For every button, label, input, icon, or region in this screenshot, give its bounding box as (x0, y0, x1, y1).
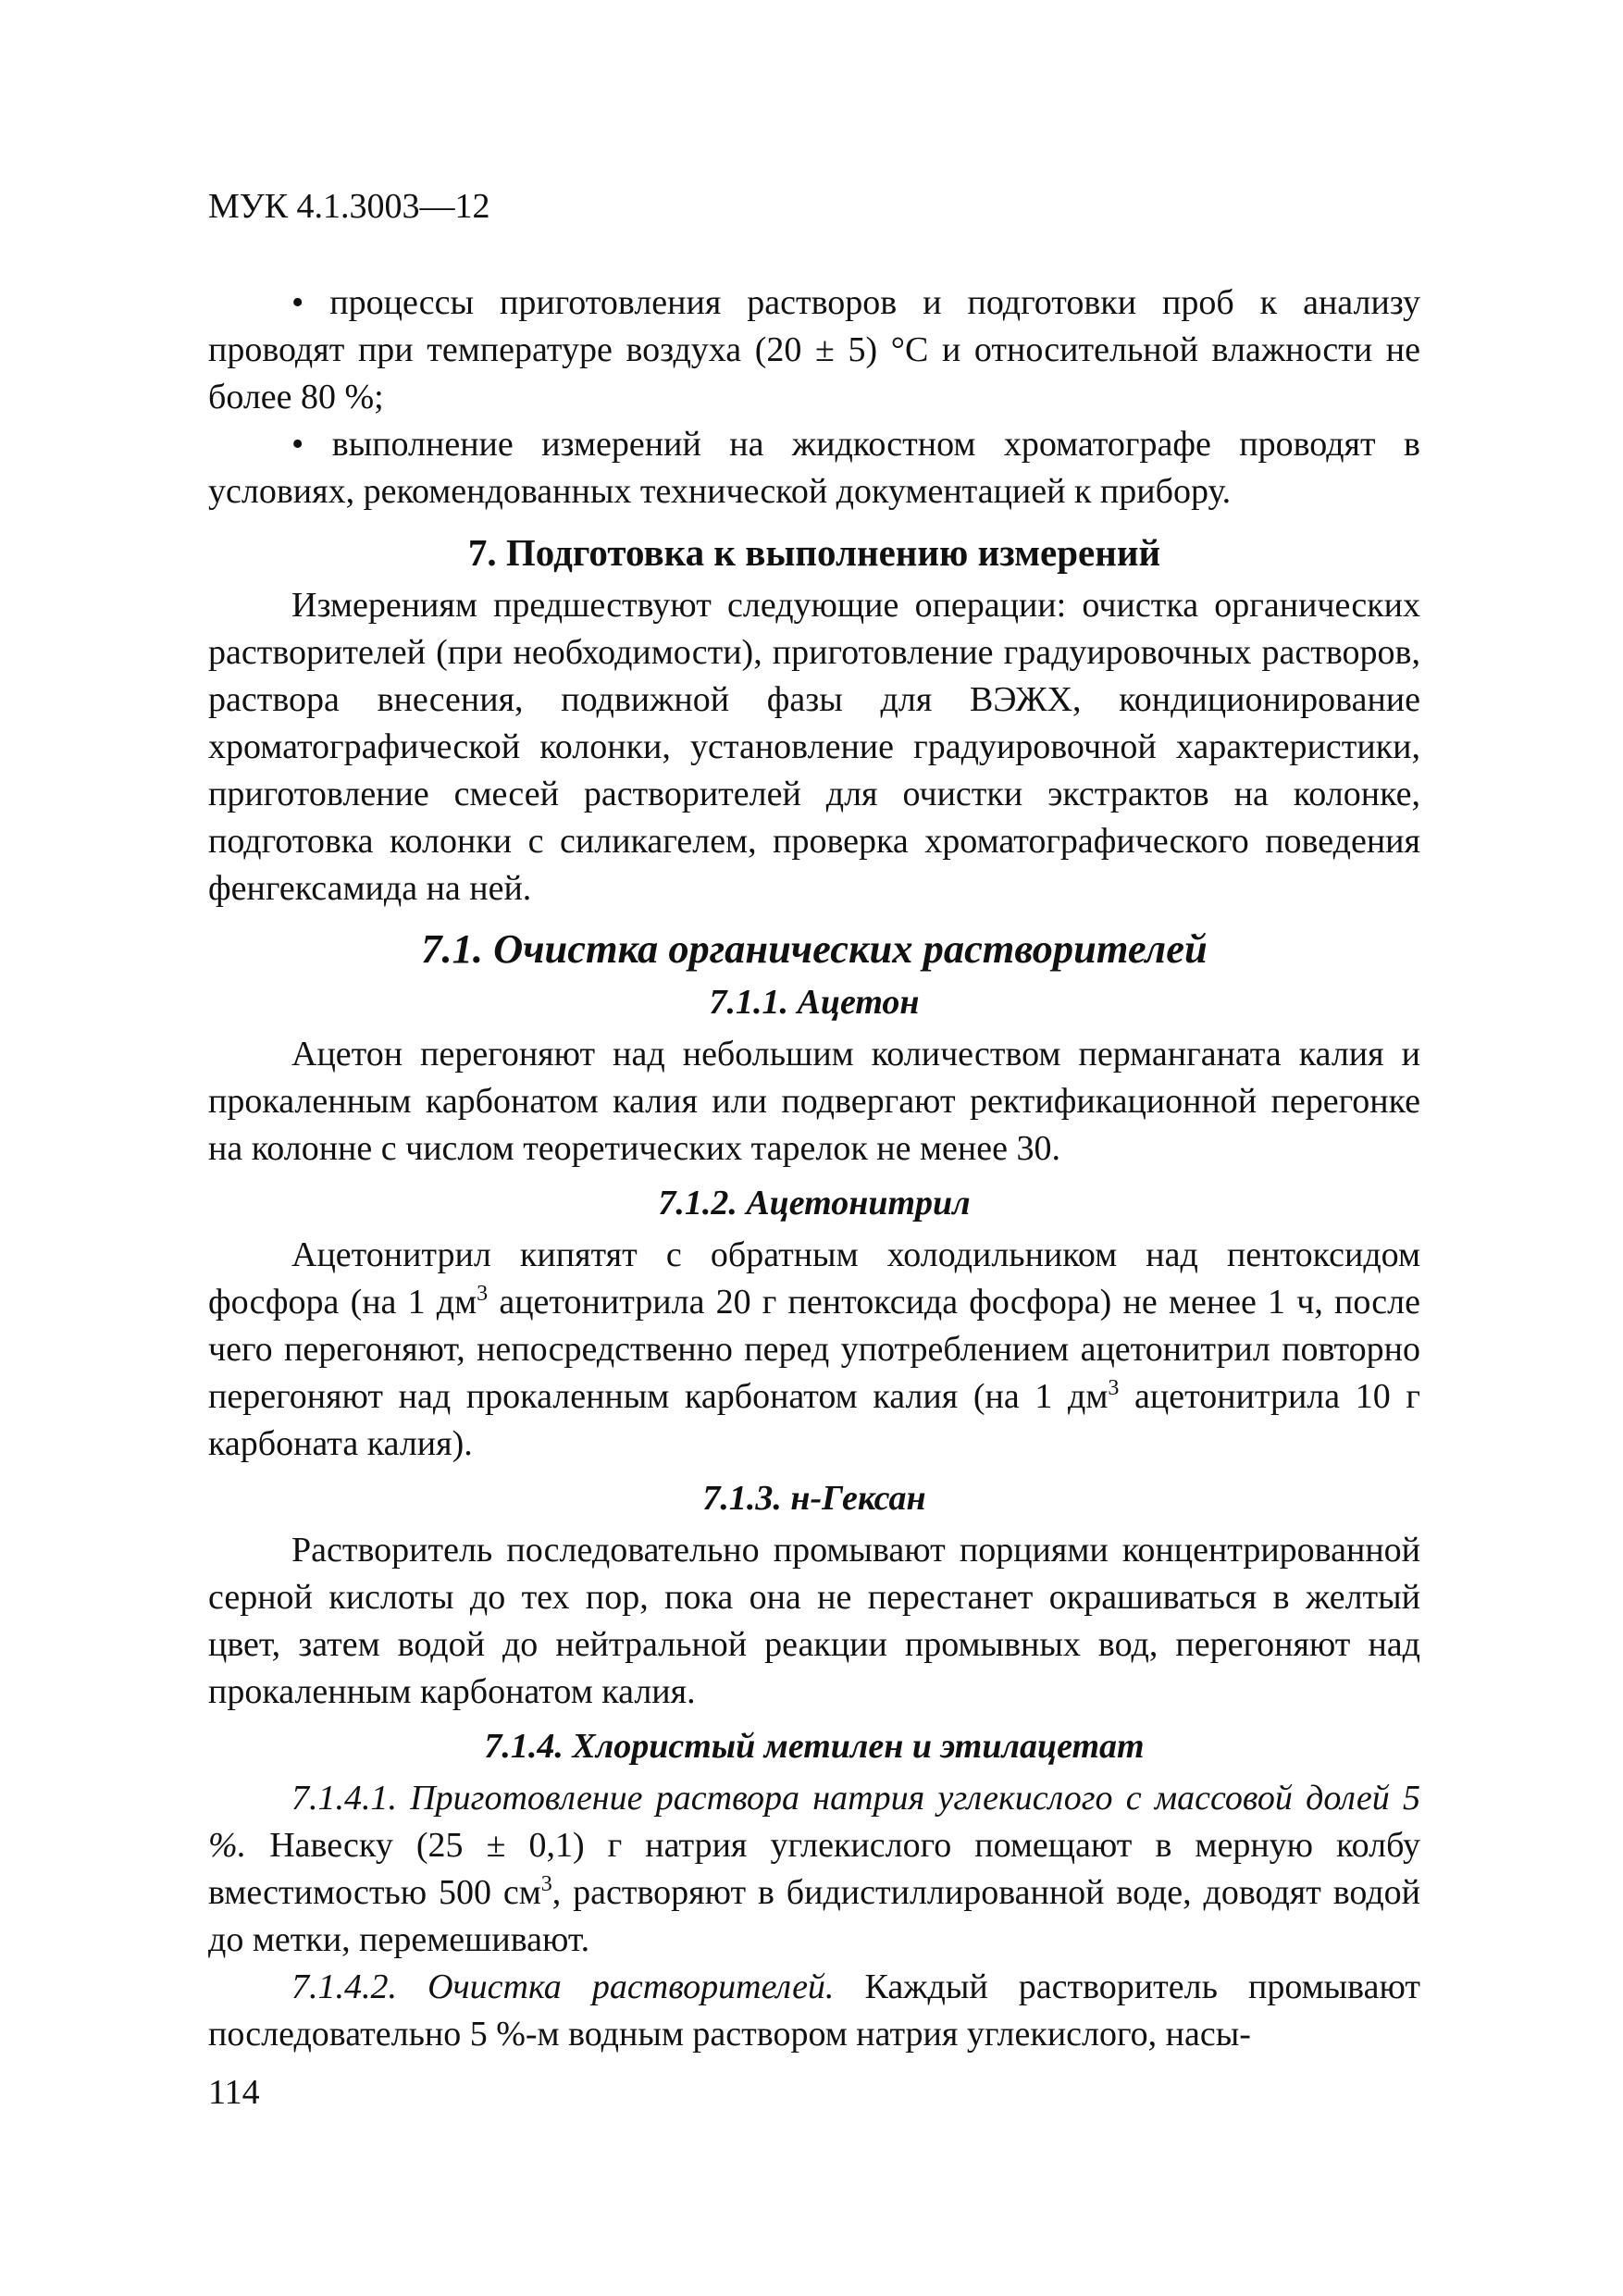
acetone-title: 7.1.1. Ацетон (709, 983, 920, 1022)
solvent-cleaning-paragraph (208, 1964, 1420, 2058)
superscript: 3 (540, 1872, 552, 1896)
bullet-marker: • (291, 283, 304, 322)
bullet-item (208, 421, 1420, 515)
paragraph-lead-italic: 7.1.4.2. Очистка растворителей. (291, 1967, 835, 2006)
superscript: 3 (477, 1282, 489, 1306)
acetonitrile-text-part: ацетонитрила 10 г карбоната калия). (208, 1377, 1421, 1463)
section-title: 7. Подготовка к выполнению измерений (467, 531, 1161, 574)
acetonitrile-title: 7.1.2. Ацетонитрил (658, 1184, 971, 1222)
solution-prep-paragraph (208, 1775, 1420, 1964)
superscript: 3 (1108, 1376, 1120, 1400)
bullet-marker: • (291, 425, 304, 464)
paragraph-text: Каждый растворитель промывают последовательно 5 %-м водным раствором натрия углекислого, насы- (208, 1967, 1420, 2054)
hexane-title: 7.1.3. н-Гексан (702, 1479, 926, 1518)
bullet-text: процессы приготовления растворов и подготовки проб к анализу проводят при температуре воздуха (20 ± 5) °С и относительной влажности не более 80 %; (208, 283, 1420, 416)
acetonitrile-text (208, 1232, 1420, 1468)
paragraph-text: Навеску (25 ± 0,1) г натрия углекислого помещают в мерную колбу вместимостью 500 см (208, 1826, 1420, 1912)
bullet-text: выполнение измерений на жидкостном хроматографе проводят в условиях, рекомендованных технической документацией к прибору. (208, 425, 1420, 511)
bullet-item (208, 279, 1420, 421)
paragraph-text: , растворяют в бидистиллированной воде, доводят водой до метки, перемешивают. (208, 1873, 1420, 1959)
acetone-text: Ацетон перегоняют над небольшим количеством перманганата калия и прокаленным карбонатом калия или подвергают ректификационной перегонке на колонне с числом теоретических тарелок не менее 30. (208, 1035, 1420, 1168)
page-body (208, 279, 1420, 2058)
running-header: МУК 4.1.3003—12 (208, 187, 490, 226)
acetonitrile-text-part: Ацетонитрил кипятят с обратным холодильником над пентоксидом фосфора (на 1 дм (208, 1235, 1420, 1322)
hexane-text: Растворитель последовательно промывают порциями концентрированной серной кислоты до тех пор, пока она не перестанет окрашиваться в желтый цвет, затем водой до нейтральной реакции промывных вод, перегоняют над прокаленным карбонатом калия. (208, 1531, 1420, 1711)
subsection-title: 7.1. Очистка органических растворителей (421, 925, 1208, 972)
acetonitrile-text-part: ацетонитрила 20 г пентоксида фосфора) не менее 1 ч, после чего перегоняют, непосредственно перед употреблением ацетонитрил повторно перегоняют над прокаленным карбонатом калия (на 1 дм (208, 1283, 1421, 1416)
methylene-title: 7.1.4. Хлористый метилен и этилацетат (484, 1727, 1145, 1766)
page-number: 114 (208, 2073, 260, 2112)
paragraph-lead-italic: 7.1.4.1. Приготовление раствора натрия углекислого с массовой долей 5 %. (208, 1779, 1420, 1865)
section-intro: Измерениям предшествуют следующие операции: очистка органических растворителей (при необходимости), приготовление градуировочных растворов, раствора внесения, подвижной фазы для ВЭЖХ, кондиционирование хроматографической колонки, установление градуировочной характеристики, приготовление смесей растворителей для очистки экстрактов на колонке, подготовка колонки с силикагелем, проверка хроматографического поведения фенгексамида на ней. (208, 586, 1420, 908)
